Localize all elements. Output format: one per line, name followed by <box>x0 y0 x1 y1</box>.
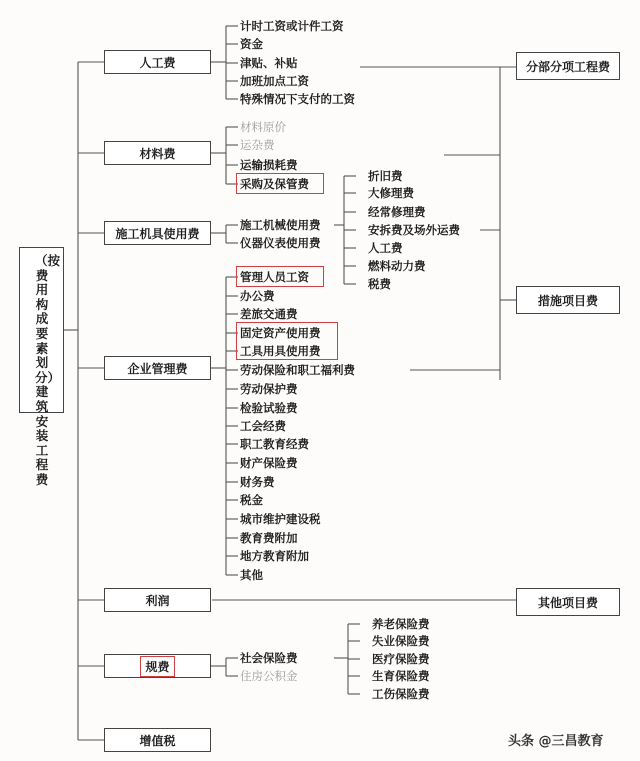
machine-sub-item: 税费 <box>368 277 391 291</box>
insurance-item: 失业保险费 <box>372 634 430 648</box>
machine-sub-item: 燃料动力费 <box>368 259 426 273</box>
management-box: 企业管理费 <box>104 356 211 380</box>
machinery-item: 施工机械使用费 <box>240 218 321 232</box>
insurance-item: 工伤保险费 <box>372 687 430 701</box>
regulatory-label: 规费 <box>140 656 174 677</box>
management-item: 其他 <box>240 568 263 582</box>
management-item: 财产保险费 <box>240 456 298 470</box>
management-item: 固定资产使用费 <box>240 326 321 340</box>
regulatory-box <box>104 654 211 678</box>
management-item: 劳动保护费 <box>240 382 298 396</box>
insurance-item: 生育保险费 <box>372 669 430 683</box>
right-box-sub-items: 分部分项工程费 <box>516 52 620 80</box>
insurance-item: 养老保险费 <box>372 617 430 631</box>
management-item: 地方教育附加 <box>240 549 309 563</box>
management-item: 教育费附加 <box>240 531 298 545</box>
watermark: 头条 @三昌教育 <box>508 734 604 749</box>
profit-box: 利润 <box>104 588 211 612</box>
right-box-other: 其他项目费 <box>516 588 620 616</box>
regulatory-item: 社会保险费 <box>240 651 298 665</box>
material-item: 采购及保管费 <box>240 177 309 191</box>
root-box <box>19 247 64 487</box>
material-box: 材料费 <box>104 141 211 165</box>
management-item: 财务费 <box>240 475 275 489</box>
highlight-manager-wages <box>236 266 324 287</box>
management-item: 办公费 <box>240 289 275 303</box>
material-item: 运输损耗费 <box>240 158 298 172</box>
management-item: 劳动保险和职工福利费 <box>240 363 355 377</box>
root-label: （按费用构成要素划分）建筑安装工程费 <box>35 253 61 487</box>
machine-sub-item: 折旧费 <box>368 169 403 183</box>
machine-sub-item: 经常修理费 <box>368 205 426 219</box>
insurance-item: 医疗保险费 <box>372 652 430 666</box>
material-item: 材料原价 <box>240 120 286 134</box>
management-item: 城市维护建设税 <box>240 512 321 526</box>
management-item: 工会经费 <box>240 419 286 433</box>
management-item: 税金 <box>240 493 263 507</box>
machine-sub-item: 大修理费 <box>368 186 414 200</box>
management-item: 管理人员工资 <box>240 270 309 284</box>
management-item: 职工教育经费 <box>240 437 309 451</box>
vat-box: 增值税 <box>104 728 211 752</box>
labor-item: 加班加点工资 <box>240 74 309 88</box>
regulatory-item: 住房公积金 <box>240 669 298 683</box>
machinery-box: 施工机具使用费 <box>104 221 211 245</box>
machine-sub-item: 人工费 <box>368 241 403 255</box>
highlight-procurement <box>236 173 324 194</box>
management-item: 工具用具使用费 <box>240 344 321 358</box>
machinery-item: 仪器仪表使用费 <box>240 236 321 250</box>
management-item: 检验试验费 <box>240 401 298 415</box>
machine-sub-item: 安拆费及场外运费 <box>368 223 460 237</box>
material-item: 运杂费 <box>240 138 275 152</box>
labor-item: 资金 <box>240 37 263 51</box>
labor-item: 特殊情况下支付的工资 <box>240 92 355 106</box>
right-box-measures: 措施项目费 <box>516 286 620 314</box>
management-item: 差旅交通费 <box>240 307 298 321</box>
labor-box: 人工费 <box>104 50 211 74</box>
labor-item: 津贴、补贴 <box>240 56 298 70</box>
labor-item: 计时工资或计件工资 <box>240 19 344 33</box>
highlight-fixed-assets-tools <box>236 322 338 360</box>
